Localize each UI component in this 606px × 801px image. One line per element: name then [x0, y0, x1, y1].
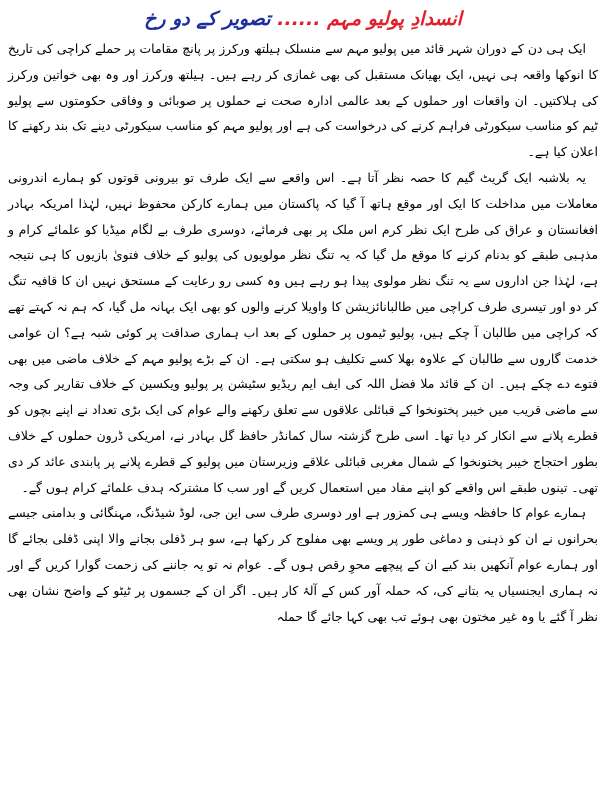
article-title: [8, 6, 598, 32]
article-body: [8, 36, 598, 629]
title-sub: تصویر کے دو رخ: [144, 8, 271, 30]
paragraph-1: ایک ہی دن کے دوران شہر قائد میں پولیو مہم سے منسلک ہیلتھ ورکرز پر پانچ مقامات پر حملے کراچی کی تاریخ کا انوکھا واقعہ ہی نہیں، ایک بھیانک مستقبل کی بھی غمازی کر رہے ہیں۔ ہیلتھ ورکرز اور وہ بھی خواتین ورکرز کی ہلاکتیں۔ ان واقعات اور حملوں کے بعد عالمی ادارہ صحت نے حملوں پر صوبائی و وفاقی حکومتوں سے پولیو ٹیم کو مناسب سیکورٹی فراہم کرنے کی درخواست کی ہے اور پولیو مہم کو مناسب سیکورٹی دینے تک بند رکھنے کا اعلان کیا ہے۔: [8, 41, 598, 160]
title-separator: ......: [277, 8, 321, 30]
paragraph-2: یہ بلاشبہ ایک گریٹ گیم کا حصہ نظر آتا ہے۔ اس واقعے سے ایک طرف تو بیرونی قوتوں کو ہمارے اندرونی معاملات میں مداخلت کا ایک اور موقع ہاتھ آ گیا کہ پاکستان میں ہمارے کارکن محفوظ نہیں، لہٰذا امریکہ بہادر افغانستان و عراق کی طرح ایک نظر کرم اس ملک پر بھی فرمائے، دوسری طرف بے لگام میڈیا کو علمائے کرام و مذہبی طبقے کو بدنام کرنے کا موقع مل گیا کہ یہ تنگ نظر مولویوں کی پولیو کے خلاف فتویٰ بازیوں کا ہی نتیجہ ہے، لہٰذا جن اداروں سے یہ تنگ نظر مولوی پیدا ہو رہے ہیں وہ کسی رو رعایت کے مستحق نہیں ان کا قافیہ تنگ کر دو اور تیسری طرف کراچی میں طالبانائزیشن کا واویلا کرنے والوں کو بھی ایک بہانہ مل گیا، کہ ہم نہ کہتے تھے کہ کراچی میں طالبان آ چکے ہیں، پولیو ٹیموں پر حملوں کے بعد اب ہماری صداقت پر کوئی شبہ ہے؟ ان عوامی خدمت گاروں سے طالبان کے علاوہ بھلا کسے تکلیف ہو سکتی ہے۔ ان کے بڑے پولیو مہم کے خلاف ماضی میں بھی فتوے دے چکے ہیں۔ ان کے قائد ملا فضل اللہ کی ایف ایم ریڈیو سٹیشن پر پولیو ویکسین کے خلاف تقاریر کی وجہ سے ماضی قریب میں خیبر پختونخوا کے قبائلی علاقوں سے تعلق رکھنے والے عوام کی ایک بڑی تعداد نے اپنے بچوں کو قطرے پلانے سے انکار کر دیا تھا۔ اسی طرح گزشتہ سال کمانڈر حافظ گل بہادر نے، امریکی ڈرون حملوں کے خلاف بطور احتجاج خیبر پختونخوا کے شمال مغربی قبائلی علاقے وزیرستان میں پولیو کے قطرے پلانے پر پابندی عائد کر دی تھی۔ تینوں طبقے اس واقعے کو اپنے مفاد میں استعمال کریں گے اور سب کا مشترکہ ہدف علمائے کرام ہوں گے۔: [8, 169, 598, 495]
paragraph-3: ہمارے عوام کا حافظہ ویسے ہی کمزور ہے اور دوسری طرف سی این جی، لوڈ شیڈنگ، مہنگائی و بدامنی جیسے بحرانوں نے ان کو ذہنی و دماغی طور پر ویسے بھی مفلوج کر رکھا ہے، سو ہر ڈفلی بجانے والا اپنی ڈفلی بجائے گا اور ہمارے عوام آنکھیں بند کیے ان کے پیچھے محوِ رقص ہوں گے۔ عوام نہ تو یہ جاننے کی زحمت گوارا کریں گے اور نہ ہماری ایجنسیاں یہ بتانے کی، کہ حملہ آور کس کے آلۂ کار ہیں۔ اگر ان کے جسموں پر ٹیٹو کے واضح نشان بھی نظر آ گئے یا وہ غیر مختون بھی ہوئے تب بھی کہا جائے گا حملہ: [8, 505, 598, 624]
title-main: انسدادِ پولیو مہم: [327, 8, 462, 30]
